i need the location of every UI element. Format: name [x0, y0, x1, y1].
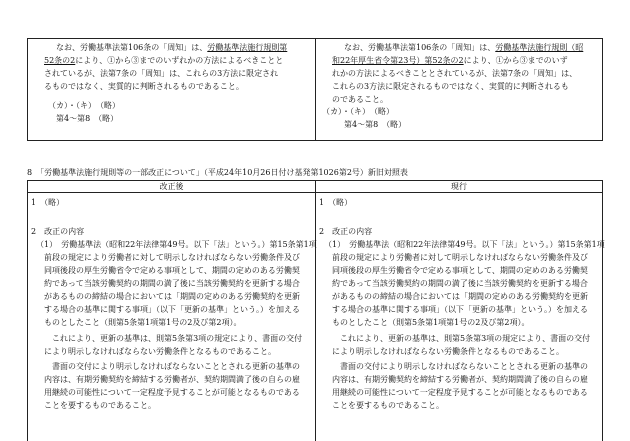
- section-8-title: 8 「労働基準法施行規則等の一部改正について」（平成24年10月26日付け基発第1026第2号）新旧対照表: [27, 168, 408, 177]
- table-header-row: [28, 181, 602, 193]
- text-line: があるものの締結の場合においては「期間の定めのある労働契約を更新: [332, 292, 588, 301]
- text-line: 同項後段の厚生労働省令で定める事項として、期間の定めのある労働契: [44, 266, 300, 275]
- text-line: ものとしたこと（則第5条第1項第1号の2及び第2項）。: [44, 318, 242, 327]
- text-line: これにより、更新の基準は、則第5条第3項の規定により、書面の交付: [332, 334, 591, 343]
- text-line: 約であって当該労働契約の期間の満了後に当該労働契約を更新する場合: [332, 279, 588, 288]
- text-line: されているが、法第7条の「周知」は、これらの3方法に限定され: [44, 69, 279, 78]
- text-line: により明示しなければならない労働条件となるものであること。: [332, 347, 564, 356]
- bottom-table-current-cell: [316, 193, 605, 441]
- item-2: 2 改正の内容: [319, 227, 373, 236]
- text-line: 第4～第8 （略）: [344, 120, 407, 129]
- text-line: 第4～第8 （略）: [56, 114, 119, 123]
- text-line: これにより、更新の基準は、則第5条第3項の規定により、書面の交付: [44, 334, 303, 343]
- item-2: 2 改正の内容: [31, 227, 85, 236]
- header-revised: 改正後: [159, 182, 184, 191]
- top-comparison-table: [27, 38, 603, 141]
- text-line: 用継続の可能性について一定程度予見することが可能となるものである: [44, 388, 300, 397]
- text-span: により、①から③までのいず: [463, 56, 568, 65]
- text-span: により、①から③までのいずれかの方法によるべきことと: [75, 56, 284, 65]
- text-line: ことを要するものであること。: [332, 401, 444, 410]
- text-line: （1） 労働基準法（昭和22年法律第49号。以下「法」という。）第15条第1項: [324, 240, 605, 249]
- underlined-text: 労働基準法施行規則第: [207, 43, 288, 52]
- text-line: れかの方法によるべきこととされているが、法第7条の「周知」は、: [332, 69, 578, 78]
- text-line: 書面の交付により明示しなければならないこととされる更新の基準の: [332, 362, 588, 371]
- text-line: する場合の基準に関する事項」（以下「更新の基準」という。）を加える: [332, 305, 588, 314]
- underlined-text: 和22年厚生省令第23号）第52条の2: [332, 56, 464, 65]
- text-line: 約であって当該労働契約の期間の満了後に当該労働契約を更新する場合: [44, 279, 300, 288]
- text-line: があるものの締結の場合においては「期間の定めのある労働契約を更新: [44, 292, 300, 301]
- bottom-comparison-table: [27, 180, 603, 441]
- item-1: 1 （略）: [31, 198, 65, 207]
- text-line: （カ）・（キ） （略）: [322, 107, 394, 116]
- text-line: [56, 41, 287, 54]
- text-line: [332, 54, 568, 67]
- text-line: 内容は、有期労働契約を締結する労働者が、契約期間満了後の自らの雇: [332, 375, 588, 384]
- text-line: 内容は、有期労働契約を締結する労働者が、契約期間満了後の自らの雇: [44, 375, 300, 384]
- text-line: （カ）・（キ） （略）: [48, 101, 120, 110]
- text-line: により明示しなければならない労働条件となるものであること。: [44, 347, 276, 356]
- text-line: るものではなく、実質的に判断されるものであること。: [44, 82, 244, 91]
- text-line: [44, 54, 283, 67]
- text-span: なお、労働基準法第106条の「周知」は、: [344, 43, 496, 52]
- text-line: これらの3方法に限定されるものではなく、実質的に判断されるも: [332, 82, 569, 91]
- item-1: 1 （略）: [319, 198, 353, 207]
- text-line: 前段の規定により労働者に対して明示しなければならない労働条件及び: [332, 253, 588, 262]
- text-span: なお、労働基準法第106条の「周知」は、: [56, 43, 208, 52]
- text-line: 書面の交付により明示しなければならないこととされる更新の基準の: [44, 362, 300, 371]
- bottom-table-revised-cell: [28, 193, 315, 441]
- text-line: のであること。: [332, 95, 388, 104]
- header-current: 現行: [451, 182, 467, 191]
- text-line: 用継続の可能性について一定程度予見することが可能となるものである: [332, 388, 588, 397]
- top-table-revised-cell: [28, 39, 315, 140]
- text-line: ことを要するものであること。: [44, 401, 156, 410]
- text-line: 同項後段の厚生労働省令で定める事項として、期間の定めのある労働契: [332, 266, 588, 275]
- top-table-current-cell: [316, 39, 602, 140]
- underlined-text: 52条の2: [44, 56, 76, 65]
- text-line: [344, 41, 583, 54]
- text-line: （1） 労働基準法（昭和22年法律第49号。以下「法」という。）第15条第1項: [36, 240, 317, 249]
- text-line: 前段の規定により労働者に対して明示しなければならない労働条件及び: [44, 253, 300, 262]
- underlined-text: 労働基準法施行規則（昭: [495, 43, 584, 52]
- text-line: ものとしたこと（則第5条第1項第1号の2及び第2項）。: [332, 318, 530, 327]
- text-line: する場合の基準に関する事項」（以下「更新の基準」という。）を加える: [44, 305, 300, 314]
